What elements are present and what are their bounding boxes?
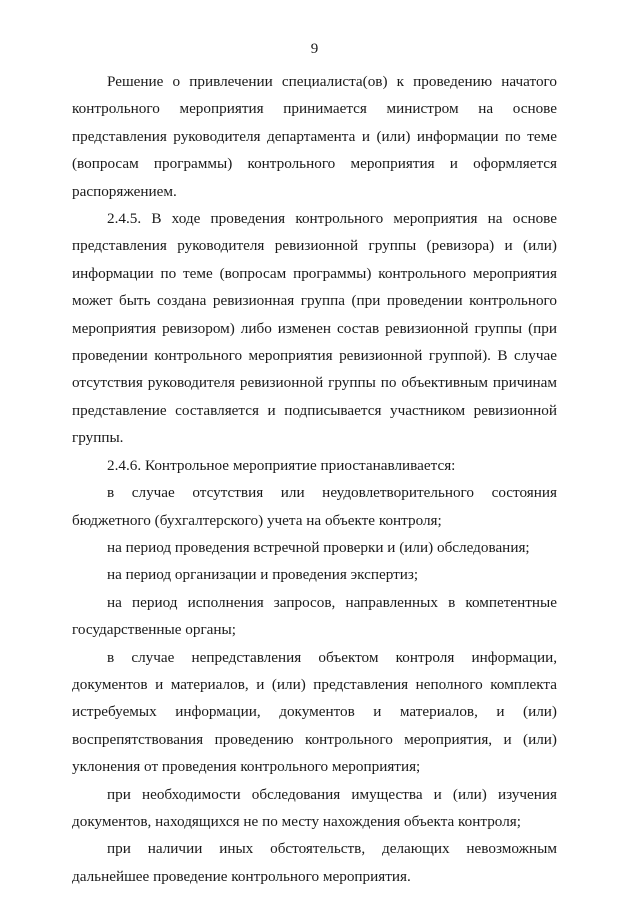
paragraph-2-4-5: 2.4.5. В ходе проведения контрольного мероприятия на основе представления руководителя ревизионной группы (ревизора) и (или) информации по теме (вопросам программы) контрольного мероприятия может быть создана ревизионная группа (при проведении контрольного мероприятия ревизором) либо изменен состав ревизионной группы (при проведении контрольного мероприятия ревизионной группой). В случае отсутствия руководителя ревизионной группы по объективным причинам представление составляется и подписывается участником ревизионной группы. (72, 210, 557, 447)
paragraph-2-4-6-heading: 2.4.6. Контрольное мероприятие приостанавливается: (107, 456, 456, 474)
list-item-expertise: на период организации и проведения экспертиз; (107, 566, 419, 584)
page-number: 9 (310, 41, 319, 57)
list-item-requests: на период исполнения запросов, направленных в компетентные государственные органы; (72, 593, 557, 639)
list-item-property-inspection: при необходимости обследования имущества и (или) изучения документов, находящихся не по месту нахождения объекта контроля; (72, 785, 557, 830)
list-item-counter-check: на период проведения встречной проверки и (или) обследования; (107, 538, 530, 556)
paragraph-specialist-decision: Решение о привлечении специалиста(ов) к проведению начатого контрольного мероприятия принимается министром на основе представления руководителя департамента и (или) информации по теме (вопросам программы) контрольного мероприятия и оформляется распоряжением. (72, 73, 557, 200)
document-page (72, 40, 557, 890)
list-item-non-provision: в случае непредставления объектом контроля информации, документов и материалов, и (или) представления неполного комплекта истребуемых информации, документов и материалов, и (или) воспрепятствования проведению контрольного мероприятия, и (или) уклонения от проведения контрольного мероприятия; (72, 648, 557, 776)
list-item-other-circumstances: при наличии иных обстоятельств, делающих невозможным дальнейшее проведение контрольного мероприятия. (72, 840, 557, 885)
list-item-accounting-absence: в случае отсутствия или неудовлетворительного состояния бюджетного (бухгалтерского) учета на объекте контроля; (72, 484, 557, 529)
